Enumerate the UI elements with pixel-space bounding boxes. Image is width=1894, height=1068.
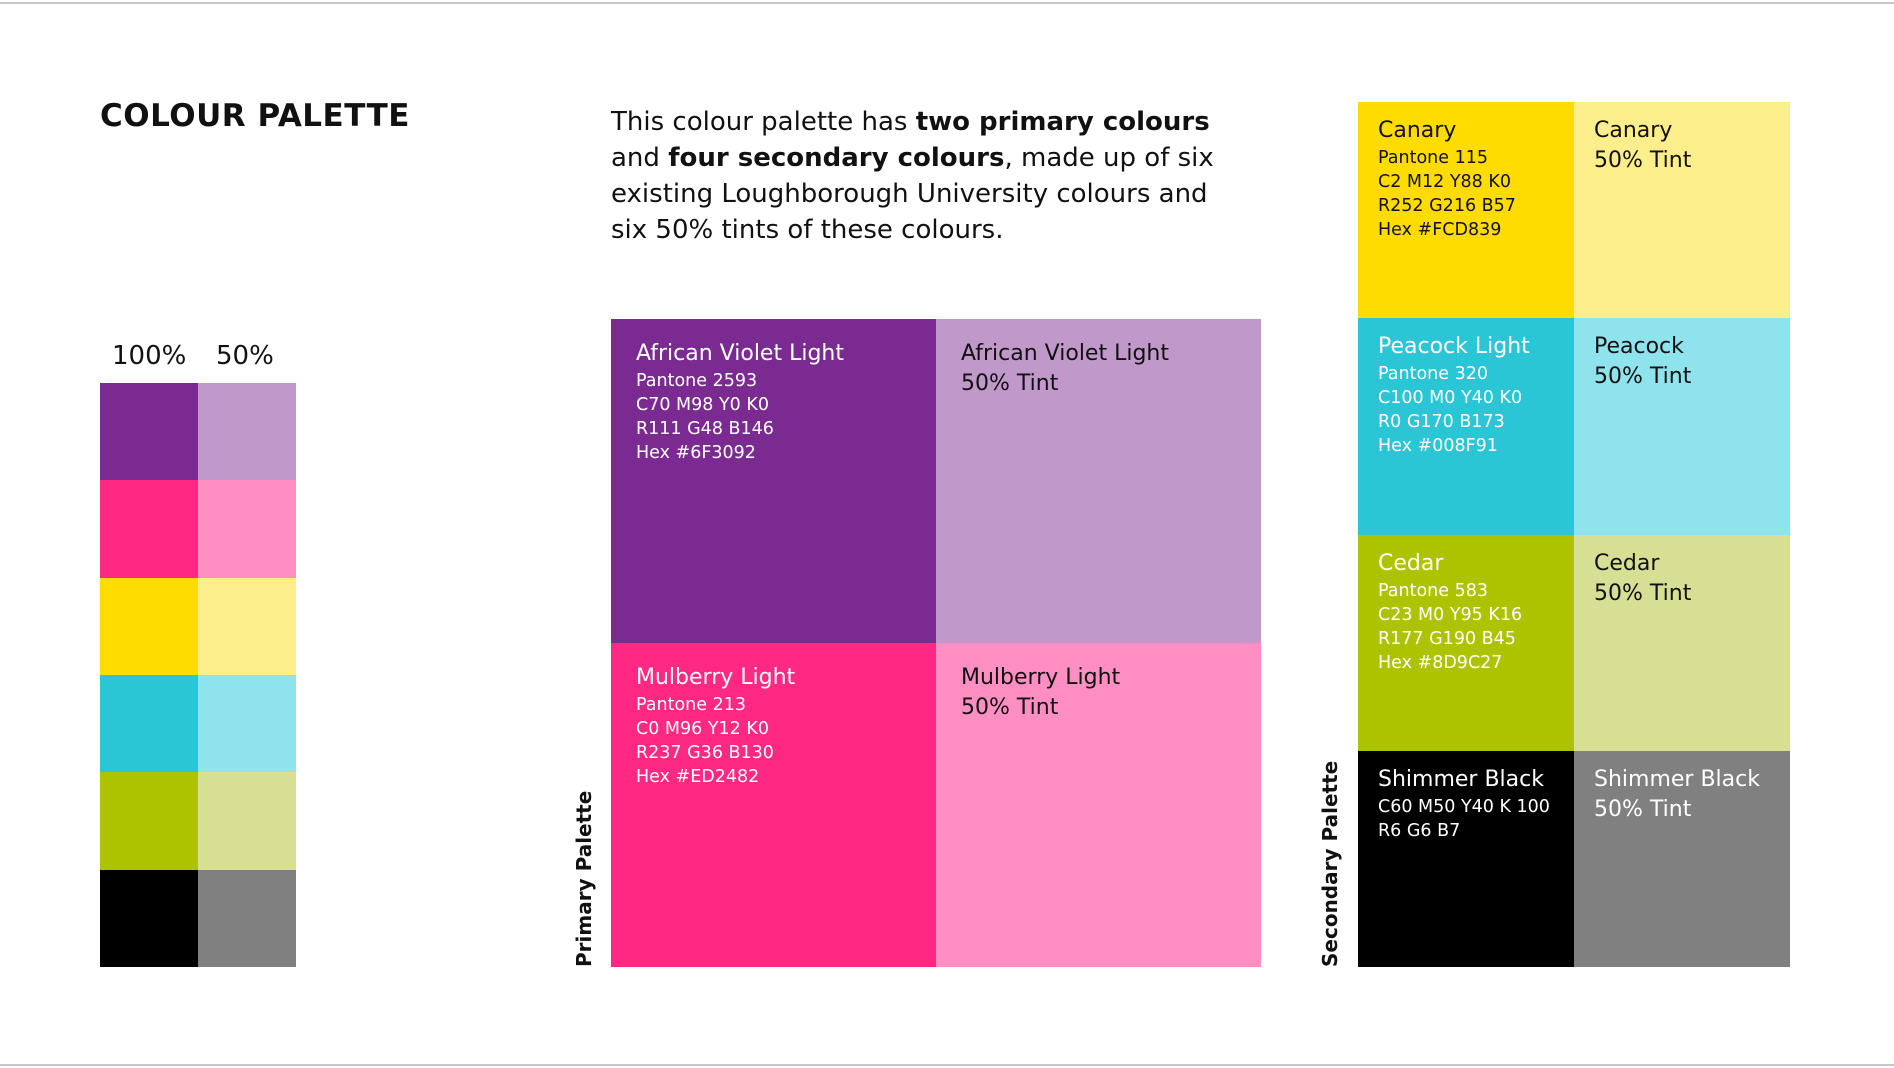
strip-row xyxy=(100,578,296,675)
primary-swatch xyxy=(611,643,936,967)
swatch-spec-line: C70 M98 Y0 K0 xyxy=(636,395,769,415)
swatch-tint-label: 50% Tint xyxy=(961,371,1059,396)
swatch-name: Mulberry Light xyxy=(636,665,796,690)
swatch-spec-line: Hex #ED2482 xyxy=(636,767,760,787)
swatch-spec-line: C0 M96 Y12 K0 xyxy=(636,719,769,739)
strip-swatch-full xyxy=(100,480,198,577)
swatch-spec-line: R0 G170 B173 xyxy=(1378,412,1505,433)
strip-swatch-tint xyxy=(198,675,296,772)
secondary-swatch xyxy=(1574,751,1790,967)
primary-swatch xyxy=(611,319,936,643)
swatch-name: Cedar xyxy=(1378,550,1444,576)
strip-row xyxy=(100,480,296,577)
swatch-name: Mulberry Light xyxy=(961,665,1121,690)
swatch-spec-line: C60 M50 Y40 K 100 xyxy=(1378,796,1550,817)
secondary-swatch xyxy=(1358,102,1574,318)
primary-swatch xyxy=(936,319,1261,643)
swatch-tint-label: 50% Tint xyxy=(1594,580,1692,606)
swatch-spec-line: Pantone 320 xyxy=(1378,364,1488,385)
swatch-tint-label: 50% Tint xyxy=(961,695,1059,720)
swatch-spec-line: Hex #6F3092 xyxy=(636,443,756,463)
swatch-name: Canary xyxy=(1378,118,1457,143)
secondary-swatch xyxy=(1358,751,1574,967)
secondary-swatch xyxy=(1358,318,1574,534)
strip-swatch-full xyxy=(100,383,198,480)
swatch-spec-line: C100 M0 Y40 K0 xyxy=(1378,388,1523,409)
overview-strip xyxy=(100,383,296,967)
swatch-name: Shimmer Black xyxy=(1378,766,1544,792)
intro-bold-1: two primary colours xyxy=(915,107,1210,137)
swatch-name: Shimmer Black xyxy=(1594,766,1760,792)
swatch-name: African Violet Light xyxy=(636,341,844,366)
swatch-name: Canary xyxy=(1594,118,1673,143)
strip-row xyxy=(100,772,296,869)
primary-palette-label: Primary Palette xyxy=(572,790,596,967)
swatch-name: Cedar xyxy=(1594,550,1660,576)
swatch-tint-label: 50% Tint xyxy=(1594,796,1692,822)
swatch-spec-line: Hex #8D9C27 xyxy=(1378,652,1503,673)
page-title: COLOUR PALETTE xyxy=(100,98,410,134)
strip-swatch-full xyxy=(100,870,198,967)
strip-swatch-tint xyxy=(198,480,296,577)
swatch-spec-line: R237 G36 B130 xyxy=(636,743,774,763)
swatch-spec-line: R111 G48 B146 xyxy=(636,419,774,439)
intro-text-2: and xyxy=(611,143,669,173)
strip-swatch-tint xyxy=(198,578,296,675)
strip-swatch-tint xyxy=(198,772,296,869)
secondary-swatch xyxy=(1358,535,1574,751)
swatch-spec-line: R252 G216 B57 xyxy=(1378,196,1516,216)
swatch-spec-line: Hex #FCD839 xyxy=(1378,220,1502,240)
swatch-tint-label: 50% Tint xyxy=(1594,364,1692,390)
top-border xyxy=(0,2,1894,4)
swatch-spec-line: Pantone 2593 xyxy=(636,371,758,391)
strip-swatch-full xyxy=(100,772,198,869)
secondary-swatch xyxy=(1574,102,1790,318)
swatch-spec-line: Pantone 213 xyxy=(636,695,746,715)
strip-header-100: 100% xyxy=(112,341,187,371)
intro-text-3: , made up of six existing Loughborough University colours and six 50% tints of these colours. xyxy=(611,143,1214,245)
strip-swatch-full xyxy=(100,675,198,772)
swatch-spec-line: C23 M0 Y95 K16 xyxy=(1378,604,1523,625)
intro-paragraph xyxy=(611,104,1251,248)
swatch-tint-label: 50% Tint xyxy=(1594,148,1692,173)
intro-text-1: This colour palette has xyxy=(611,107,916,137)
swatch-name: Peacock Light xyxy=(1378,334,1530,360)
swatch-spec-line: R177 G190 B45 xyxy=(1378,628,1516,649)
swatch-name: Peacock xyxy=(1594,334,1684,360)
secondary-swatch xyxy=(1574,535,1790,751)
strip-row xyxy=(100,870,296,967)
secondary-palette-label: Secondary Palette xyxy=(1318,760,1342,967)
strip-swatch-full xyxy=(100,578,198,675)
strip-swatch-tint xyxy=(198,383,296,480)
swatch-name: African Violet Light xyxy=(961,341,1169,366)
swatch-spec-line: C2 M12 Y88 K0 xyxy=(1378,172,1511,192)
secondary-swatch xyxy=(1574,318,1790,534)
swatch-spec-line: R6 G6 B7 xyxy=(1378,820,1461,841)
bottom-border xyxy=(0,1064,1894,1066)
strip-header-50: 50% xyxy=(216,341,274,371)
strip-row xyxy=(100,675,296,772)
swatch-spec-line: Pantone 583 xyxy=(1378,580,1488,601)
primary-swatch xyxy=(936,643,1261,967)
primary-palette-grid xyxy=(611,319,1261,967)
secondary-palette-grid xyxy=(1358,102,1790,967)
strip-row xyxy=(100,383,296,480)
intro-bold-2: four secondary colours xyxy=(668,143,1005,173)
swatch-spec-line: Hex #008F91 xyxy=(1378,436,1498,457)
swatch-spec-line: Pantone 115 xyxy=(1378,148,1488,168)
strip-swatch-tint xyxy=(198,870,296,967)
